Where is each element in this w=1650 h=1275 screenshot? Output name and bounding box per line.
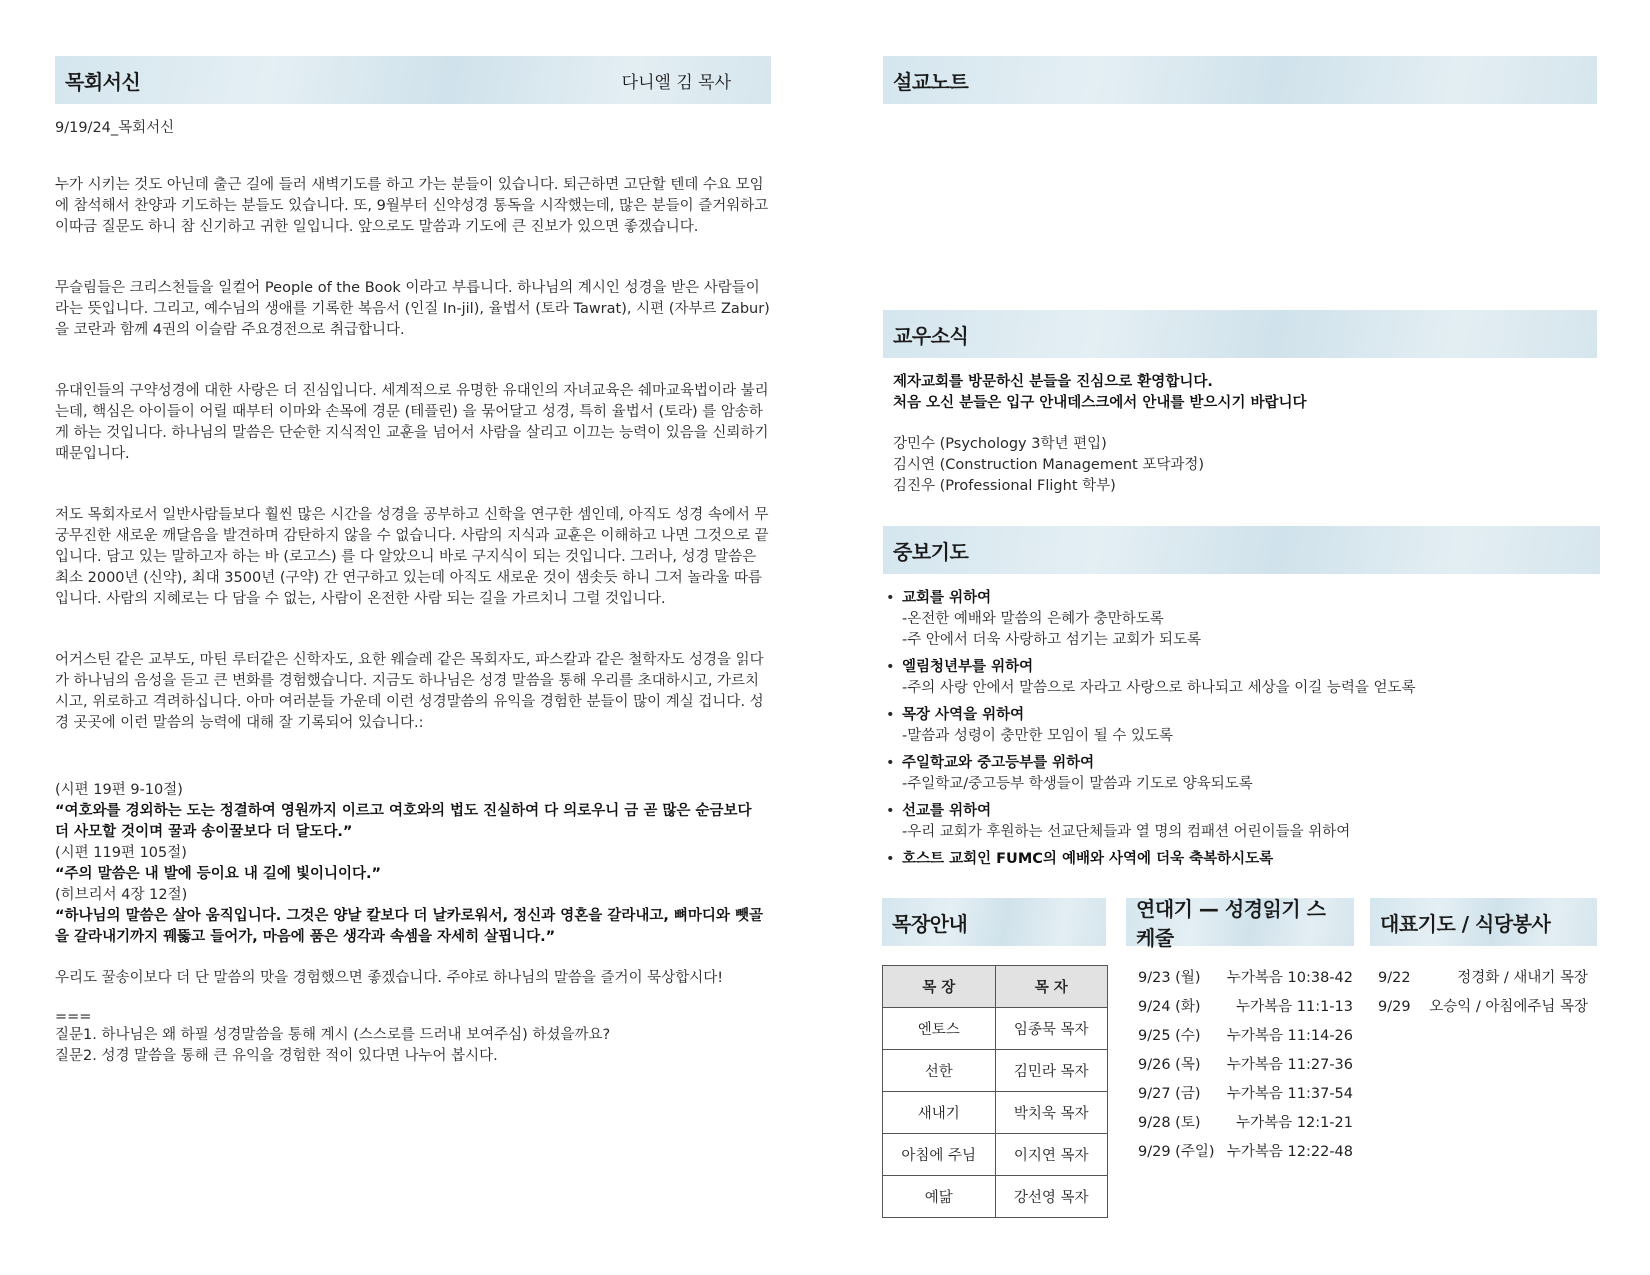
intercession-header: [883, 526, 1600, 574]
cell-name: 새내기: [883, 1092, 996, 1134]
prayer-item: [886, 657, 1586, 699]
new-member: 김시연 (Construction Management 포닥과정): [893, 457, 1205, 473]
verse-text: “하나님의 말씀은 살아 움직입니다. 그것은 양날 칼보다 더 날카로워서, 정신과 영혼을 갈라내고, 뼈마디와 뺏골을 갈라내기까지 꿰뚫고 들어가, 마음에 품은 생각과 속셈을 자세히 살핍니다.”: [55, 908, 763, 945]
reading-date: 9/28 (토): [1138, 1115, 1201, 1131]
reading-title: 연대기 — 성경읽기 스케줄: [1136, 897, 1326, 950]
cell-name: 엔토스: [883, 1008, 996, 1050]
sermon-notes-header: [883, 56, 1597, 104]
prayer-item-detail: -주 안에서 더욱 사랑하고 섬기는 교회가 되도록: [902, 632, 1202, 648]
prayer-item-detail: -온전한 예배와 말씀의 은혜가 충만하도록: [902, 611, 1164, 627]
cell-leader: 박치욱 목자: [995, 1092, 1108, 1134]
prayer-item-title: 주일학교와 중고등부를 위하여: [902, 755, 1095, 771]
prayer-item-title: 교회를 위하여: [902, 590, 992, 606]
news-title: 교우소식: [893, 323, 969, 348]
cell-leader: 이지연 목자: [995, 1134, 1108, 1176]
question: 질문2. 성경 말씀을 통해 큰 유익을 경험한 적이 있다면 나누어 봅시다.: [55, 1048, 498, 1064]
separator: ===: [55, 1009, 92, 1025]
prayer-item-detail: -우리 교회가 후원하는 선교단체들과 열 명의 컴패션 어린이들을 위하여: [902, 824, 1351, 840]
service-people: 정경화 / 새내기 목장: [1457, 970, 1588, 986]
new-member: 강민수 (Psychology 3학년 편입): [893, 436, 1107, 452]
verse-text: “여호와를 경외하는 도는 정결하여 영원까지 이르고 여호와의 법도 진실하여 다 의로우니 금 곧 많은 순금보다 더 사모할 것이며 꿀과 송이꿀보다 더 달도다.”: [55, 803, 752, 840]
prayer-item: [886, 801, 1586, 843]
bullet: •: [886, 659, 895, 675]
table-row: [883, 1134, 1108, 1176]
bullet: •: [886, 803, 895, 819]
list-item: [1138, 1080, 1353, 1109]
pastor-letter-author: 다니엘 김 목사: [621, 72, 731, 93]
prayer-item: [886, 849, 1586, 870]
list-item: [1378, 964, 1588, 993]
bullet: •: [886, 590, 895, 606]
service-date: 9/22: [1378, 970, 1411, 986]
reading-passage: 누가복음 11:1-13: [1236, 999, 1353, 1015]
column-header: 목 장: [883, 966, 996, 1008]
list-item: [1138, 964, 1353, 993]
cells-title: 목장안내: [892, 911, 968, 936]
table-header-row: [883, 966, 1108, 1008]
letter-paragraph: 누가 시키는 것도 아닌데 출근 길에 들러 새벽기도를 하고 가는 분들이 있습니다. 퇴근하면 고단할 텐데 수요 모임에 참석해서 찬양과 기도하는 분들도 있습니다. 또, 9월부터 신약성경 통독을 시작했는데, 많은 분들이 즐거워하고 이따금 질문도 하니 참 신기하고 귀한 일입니다. 앞으로도 말씀과 기도에 큰 진보가 있으면 좋겠습니다.: [55, 177, 769, 235]
prayer-item-title: 엘림청년부를 위하여: [902, 659, 1034, 675]
reading-date: 9/27 (금): [1138, 1086, 1201, 1102]
cell-leader: 임종묵 목자: [995, 1008, 1108, 1050]
pastor-letter-title: 목회서신: [65, 69, 141, 94]
pastor-letter-body: [55, 118, 770, 1067]
bullet: •: [886, 851, 895, 867]
sermon-notes-title: 설교노트: [893, 69, 969, 94]
prayer-item-title: 호스트 교회인 FUMC의 예배와 사역에 더욱 축복하시도록: [902, 851, 1274, 867]
reading-passage: 누가복음 12:22-48: [1226, 1144, 1353, 1160]
bullet: •: [886, 755, 895, 771]
list-item: [1138, 1109, 1353, 1138]
reading-passage: 누가복음 10:38-42: [1226, 970, 1353, 986]
list-item: [1138, 1138, 1353, 1167]
verse-text: “주의 말씀은 내 발에 등이요 내 길에 빛이니이다.”: [55, 866, 382, 882]
cell-leader: 김민라 목자: [995, 1050, 1108, 1092]
table-row: [883, 1050, 1108, 1092]
list-item: [1138, 1051, 1353, 1080]
news-body: [893, 372, 1593, 497]
cell-leader: 강선영 목자: [995, 1176, 1108, 1218]
prayer-item: [886, 753, 1586, 795]
prayer-item-title: 목장 사역을 위하여: [902, 707, 1025, 723]
prayer-item: [886, 705, 1586, 747]
cell-name: 예닮: [883, 1176, 996, 1218]
list-item: [1138, 1022, 1353, 1051]
question: 질문1. 하나님은 왜 하필 성경말씀을 통해 계시 (스스로를 드러내 보여주심) 하셨을까요?: [55, 1027, 611, 1043]
reading-date: 9/23 (월): [1138, 970, 1201, 986]
welcome-line: 처음 오신 분들은 입구 안내데스크에서 안내를 받으시기 바랍니다: [893, 395, 1307, 411]
table-row: [883, 1092, 1108, 1134]
list-item: [1138, 993, 1353, 1022]
letter-paragraph: 유대인들의 구약성경에 대한 사랑은 더 진심입니다. 세계적으로 유명한 유대인의 자녀교육은 쉐마교육법이라 불리는데, 핵심은 아이들이 어릴 때부터 이마와 손목에 경문 (테플린) 을 묶어달고 성경, 특히 율법서 (토라) 를 암송하게 하는 것입니다. 하나님의 말씀은 단순한 지식적인 교훈을 넘어서 사람을 살리고 이끄는 능력이 있음을 신뢰하기 때문입니다.: [55, 383, 769, 462]
letter-paragraph: 어거스틴 같은 교부도, 마틴 루터같은 신학자도, 요한 웨슬레 같은 목회자도, 파스칼과 같은 철학자도 성경을 읽다가 하나님의 음성을 듣고 큰 변화를 경험했습니다. 지금도 하나님은 성경 말씀을 통해 우리를 초대하시고, 가르치시고, 위로하고 격려하십니다. 아마 여러분들 가운데 이런 성경말씀의 유익을 경험한 분들이 많이 계실 겁니다. 성경 곳곳에 이런 말씀의 능력에 대해 잘 기록되어 있습니다.:: [55, 652, 764, 731]
reading-date: 9/24 (화): [1138, 999, 1201, 1015]
bullet: •: [886, 707, 895, 723]
list-item: [1378, 993, 1588, 1022]
reading-header: [1126, 897, 1354, 950]
letter-closing: 우리도 꿀송이보다 더 단 말씀의 맛을 경험했으면 좋겠습니다. 주야로 하나님의 말씀을 즐거이 묵상합시다!: [55, 970, 724, 986]
reading-schedule: [1138, 964, 1353, 1167]
cells-table: [882, 965, 1108, 1218]
intercession-title: 중보기도: [893, 539, 969, 564]
welcome-line: 제자교회를 방문하신 분들을 진심으로 환영합니다.: [893, 374, 1213, 390]
letter-paragraph: 저도 목회자로서 일반사람들보다 훨씬 많은 시간을 성경을 공부하고 신학을 연구한 셈인데, 아직도 성경 속에서 무궁무진한 새로운 깨달음을 발견하며 감탄하지 않을 수 없습니다. 사람의 지식과 교훈은 이해하고 나면 그것으로 끝입니다. 담고 있는 말하고자 하는 바 (로고스) 를 다 알았으니 바로 구지식이 되는 것입니다. 그러나, 성경 말씀은 최소 2000년 (신약), 최대 3500년 (구약) 간 연구하고 있는데 아직도 새로운 것이 샘솟듯 하니 그저 놀라울 따름입니다. 사람의 지혜로는 다 담을 수 없는, 사람이 온전한 사람 되는 길을 가르치니 그럴 것입니다.: [55, 507, 769, 607]
table-row: [883, 1008, 1108, 1050]
prayer-item-title: 선교를 위하여: [902, 803, 992, 819]
verse-reference: (시편 119편 105절): [55, 845, 187, 861]
service-date: 9/29: [1378, 999, 1411, 1015]
reading-date: 9/26 (목): [1138, 1057, 1201, 1073]
reading-passage: 누가복음 11:27-36: [1226, 1057, 1353, 1073]
reading-date: 9/29 (주일): [1138, 1144, 1215, 1160]
prayer-service-header: [1370, 898, 1597, 946]
verse-reference: (히브리서 4장 12절): [55, 887, 188, 903]
prayer-service-list: [1378, 964, 1588, 1022]
news-header: [883, 310, 1597, 358]
reading-passage: 누가복음 11:14-26: [1226, 1028, 1353, 1044]
prayer-service-title: 대표기도 / 식당봉사: [1380, 911, 1551, 936]
cell-name: 선한: [883, 1050, 996, 1092]
verse-reference: (시편 19편 9-10절): [55, 782, 183, 798]
pastor-letter-header: [55, 56, 771, 104]
reading-passage: 누가복음 11:37-54: [1226, 1086, 1353, 1102]
prayer-item-detail: -말씀과 성령이 충만한 모임이 될 수 있도록: [902, 728, 1174, 744]
cell-name: 아침에 주님: [883, 1134, 996, 1176]
letter-paragraph: 무슬림들은 크리스천들을 일컬어 People of the Book 이라고 부릅니다. 하나님의 계시인 성경을 받은 사람들이라는 뜻입니다. 그리고, 예수님의 생애를 기록한 복음서 (인질 In-jil), 율법서 (토라 Tawrat), 시편 (자부르 Zabur) 을 코란과 함께 4권의 이슬람 주요경전으로 취급합니다.: [55, 280, 770, 338]
service-people: 오승익 / 아침에주님 목장: [1429, 999, 1588, 1015]
letter-date: 9/19/24_목회서신: [55, 120, 175, 136]
intercession-list: [886, 588, 1586, 876]
prayer-item-detail: -주일학교/중고등부 학생들이 말씀과 기도로 양육되도록: [902, 776, 1253, 792]
column-header: 목 자: [995, 966, 1108, 1008]
prayer-item-detail: -주의 사랑 안에서 말씀으로 자라고 사랑으로 하나되고 세상을 이길 능력을 얻도록: [902, 680, 1416, 696]
reading-passage: 누가복음 12:1-21: [1236, 1115, 1353, 1131]
table-row: [883, 1176, 1108, 1218]
cells-header: [882, 898, 1106, 946]
prayer-item: [886, 588, 1586, 651]
reading-date: 9/25 (수): [1138, 1028, 1201, 1044]
new-member: 김진우 (Professional Flight 학부): [893, 478, 1116, 494]
